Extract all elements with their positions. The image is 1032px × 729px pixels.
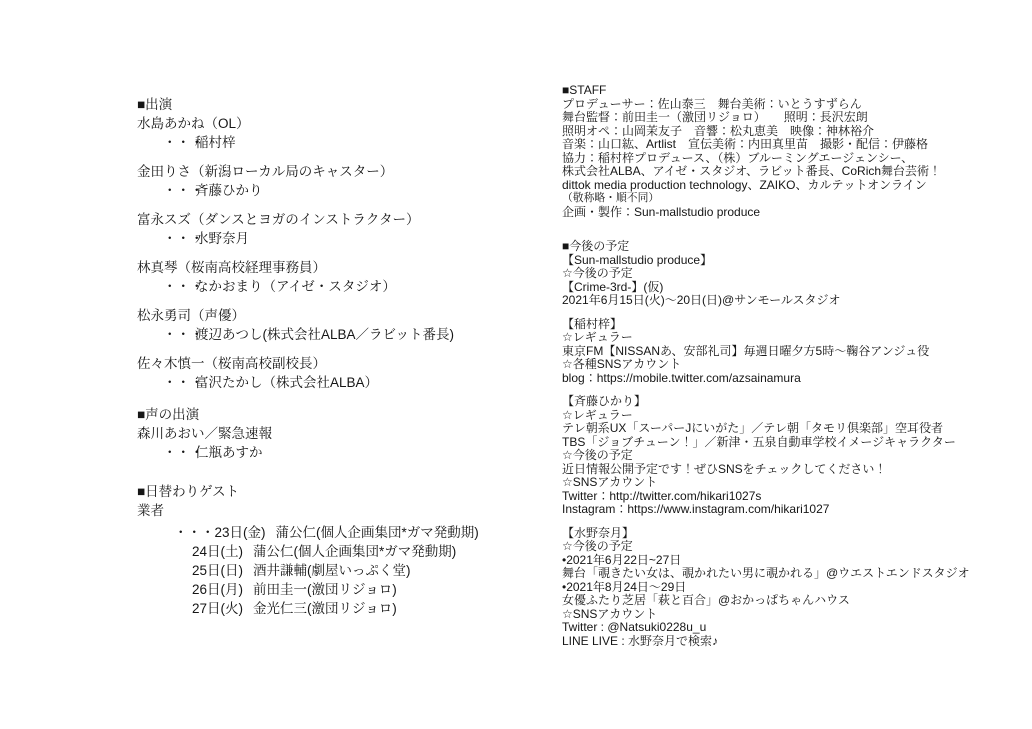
profile-line: ☆今後の予定 — [562, 539, 633, 553]
voice-cast-heading: ■声の出演 — [137, 407, 200, 422]
profile-line: 近日情報公開予定です！ぜひSNSをチェックしてください！ — [562, 461, 887, 476]
ellipsis-dots: ・・・ — [163, 135, 204, 150]
guest-date: 27日(火) — [192, 601, 244, 616]
cast-section — [137, 95, 555, 392]
guest-name: 金光仁三(激団リジョロ) — [253, 601, 397, 616]
guest-date: 23日(金) — [214, 525, 266, 540]
daily-guest-row — [137, 523, 555, 542]
voice-cast-actor-line — [137, 443, 555, 462]
daily-guest-row — [137, 580, 555, 599]
guest-dots-spacer — [174, 580, 192, 599]
profile-line: テレ朝系UX「スーパーJにいがた」／テレ朝「タモリ倶楽部」空耳役者 — [562, 421, 943, 435]
cast-heading: ■出演 — [137, 97, 173, 112]
voice-cast-role: 森川あおい／緊急速報 — [137, 426, 272, 441]
staff-line: 舞台監督：前田圭一（激団リジョロ） 照明：長沢宏朗 — [562, 110, 868, 124]
cast-actor-line — [137, 133, 555, 152]
profile-inamura — [562, 318, 1022, 386]
profile-line: 女優ふたり芝居「萩と百合」@おかっぱちゃんハウス — [562, 593, 850, 607]
ellipsis-dots: ・・・ — [163, 183, 204, 198]
cast-entry — [137, 114, 555, 152]
staff-line: 株式会社ALBA、アイゼ・スタジオ、ラビット番長、CoRich舞台芸術！ — [562, 164, 942, 178]
profile-url-text: Twitter：http://twitter.com/hikari1027s — [562, 488, 762, 503]
guest-date: 25日(日) — [192, 563, 244, 578]
guest-name: 酒井謙輔(劇屋いっぷく堂) — [253, 563, 411, 578]
cast-actor-line — [137, 373, 555, 392]
profile-heading: 【稲村梓】 — [562, 316, 623, 331]
profile-line: TBS「ジョブチューン！」／新津・五泉自動車学校イメージキャラクター — [562, 434, 956, 449]
ellipsis-dots: ・・・ — [174, 525, 215, 540]
profile-line: 東京FM【NISSANあ、安部礼司】毎週日曜夕方5時〜鞠谷アンジュ役 — [562, 343, 930, 358]
cast-actor-line — [137, 229, 555, 248]
profile-url-text: blog：https://mobile.twitter.com/azsainamura — [562, 370, 801, 385]
ellipsis-dots: ・・・ — [163, 327, 204, 342]
staff-line: 照明オペ：山岡茉友子 音響：松丸恵美 映像：神林裕介 — [562, 123, 875, 138]
cast-role: 富永スズ（ダンスとヨガのインストラクター） — [137, 212, 420, 227]
daily-guest-row — [137, 542, 555, 561]
cast-actor-name: 稲村梓 — [195, 135, 236, 150]
ellipsis-dots: ・・・ — [163, 445, 204, 460]
cast-role: 佐々木慎一（桜南高校副校長） — [137, 356, 326, 371]
guest-dots-spacer — [174, 599, 192, 618]
profile-line: 舞台「覗きたい女は、覗かれたい男に覗かれる」@ウエストエンドスタジオ — [562, 566, 970, 580]
profile-url-text: Twitter : @Natsuki0228u_u — [562, 620, 707, 634]
cast-entry — [137, 210, 555, 248]
guest-dots-spacer — [174, 542, 192, 561]
cast-role: 金田りさ（新潟ローカル局のキャスター） — [137, 164, 394, 179]
guest-dots-spacer — [174, 561, 192, 580]
cast-role: 水島あかね（OL） — [137, 116, 250, 131]
cast-actor-name: 富沢たかし（株式会社ALBA） — [195, 375, 379, 390]
guest-date: 24日(土) — [192, 544, 244, 559]
staff-line: 企画・製作：Sun-mallstudio produce — [562, 204, 761, 219]
ellipsis-dots: ・・・ — [163, 375, 204, 390]
daily-guest-row — [137, 599, 555, 618]
cast-actor-line — [137, 325, 555, 344]
cast-actor-name: 水野奈月 — [195, 231, 249, 246]
staff-column — [562, 84, 1022, 648]
cast-entry — [137, 162, 555, 200]
guest-name: 蒲公仁(個人企画集団*ガマ発動期) — [253, 544, 457, 559]
profile-line: •2021年6月22日~27日 — [562, 552, 682, 567]
guest-name: 前田圭一(激団リジョロ) — [253, 582, 397, 597]
staff-line: 音楽：山口紘、Artlist 宣伝美術：内田真里苗 撮影・配信：伊藤格 — [562, 137, 929, 151]
ellipsis-dots: ・・・ — [163, 231, 204, 246]
guest-name: 蒲公仁(個人企画集団*ガマ発動期) — [275, 525, 479, 540]
daily-guest-row — [137, 561, 555, 580]
profile-line: ☆SNSアカウント — [562, 475, 658, 489]
cast-actor-line — [137, 277, 555, 296]
profile-line: LINE LIVE : 水野奈月で検索♪ — [562, 633, 719, 648]
voice-cast-entry — [137, 424, 555, 462]
profile-line: ☆レギュラー — [562, 407, 633, 422]
profile-mizuno — [562, 527, 1022, 649]
cast-actor-name: 斉藤ひかり — [195, 183, 263, 198]
staff-heading: ■STAFF — [562, 83, 607, 97]
profile-line: ☆各種SNSアカウント — [562, 357, 682, 371]
cast-entry — [137, 354, 555, 392]
voice-cast-section — [137, 405, 555, 462]
cast-role: 松永勇司（声優） — [137, 308, 245, 323]
profile-line: ☆今後の予定 — [562, 448, 633, 462]
daily-guest-role: 業者 — [137, 503, 164, 518]
cast-entry — [137, 306, 555, 344]
guest-date: 26日(月) — [192, 582, 244, 597]
profile-heading: 【水野奈月】 — [562, 525, 635, 540]
daily-guest-section — [137, 482, 555, 618]
upcoming-section — [562, 240, 1022, 308]
upcoming-line: ☆今後の予定 — [562, 266, 633, 280]
cast-actor-name: なかおまり（アイゼ・スタジオ） — [195, 279, 396, 294]
staff-line: プロデューサー：佐山泰三 舞台美術：いとうすずらん — [562, 96, 862, 111]
upcoming-line: 【Crime-3rd-】(仮) — [562, 279, 664, 294]
profile-heading: 【斉藤ひかり】 — [562, 394, 647, 408]
voice-cast-actor-name: 仁瓶あすか — [195, 445, 263, 460]
cast-role: 林真琴（桜南高校経理事務員） — [137, 260, 326, 275]
cast-actor-line — [137, 181, 555, 200]
cast-entry — [137, 258, 555, 296]
profile-url-text: Instagram：https://www.instagram.com/hikari1027 — [562, 502, 830, 516]
daily-guest-list — [137, 523, 555, 618]
staff-line: 協力：稲村梓プロデュース、（株）ブルーミングエージェンシー、 — [562, 150, 914, 165]
cast-column — [137, 95, 555, 618]
ellipsis-dots: ・・・ — [163, 279, 204, 294]
daily-guest-heading: ■日替わりゲスト — [137, 484, 240, 499]
staff-line: dittok media production technology、ZAIKO、カルテットオンライン — [562, 177, 927, 192]
upcoming-heading: ■今後の予定 — [562, 239, 630, 253]
profile-saito — [562, 395, 1022, 517]
staff-section — [562, 84, 1022, 219]
upcoming-line: 【Sun-mallstudio produce】 — [562, 252, 713, 267]
profile-line: ☆レギュラー — [562, 330, 633, 344]
profile-line: •2021年8月24日〜29日 — [562, 579, 687, 594]
profile-line: ☆SNSアカウント — [562, 606, 658, 621]
cast-actor-name: 渡辺あつし(株式会社ALBA／ラビット番長) — [195, 327, 454, 342]
staff-honorifics-note: （敬称略・順不同） — [562, 192, 660, 204]
upcoming-line: 2021年6月15日(火)〜20日(日)@サンモールスタジオ — [562, 293, 841, 307]
